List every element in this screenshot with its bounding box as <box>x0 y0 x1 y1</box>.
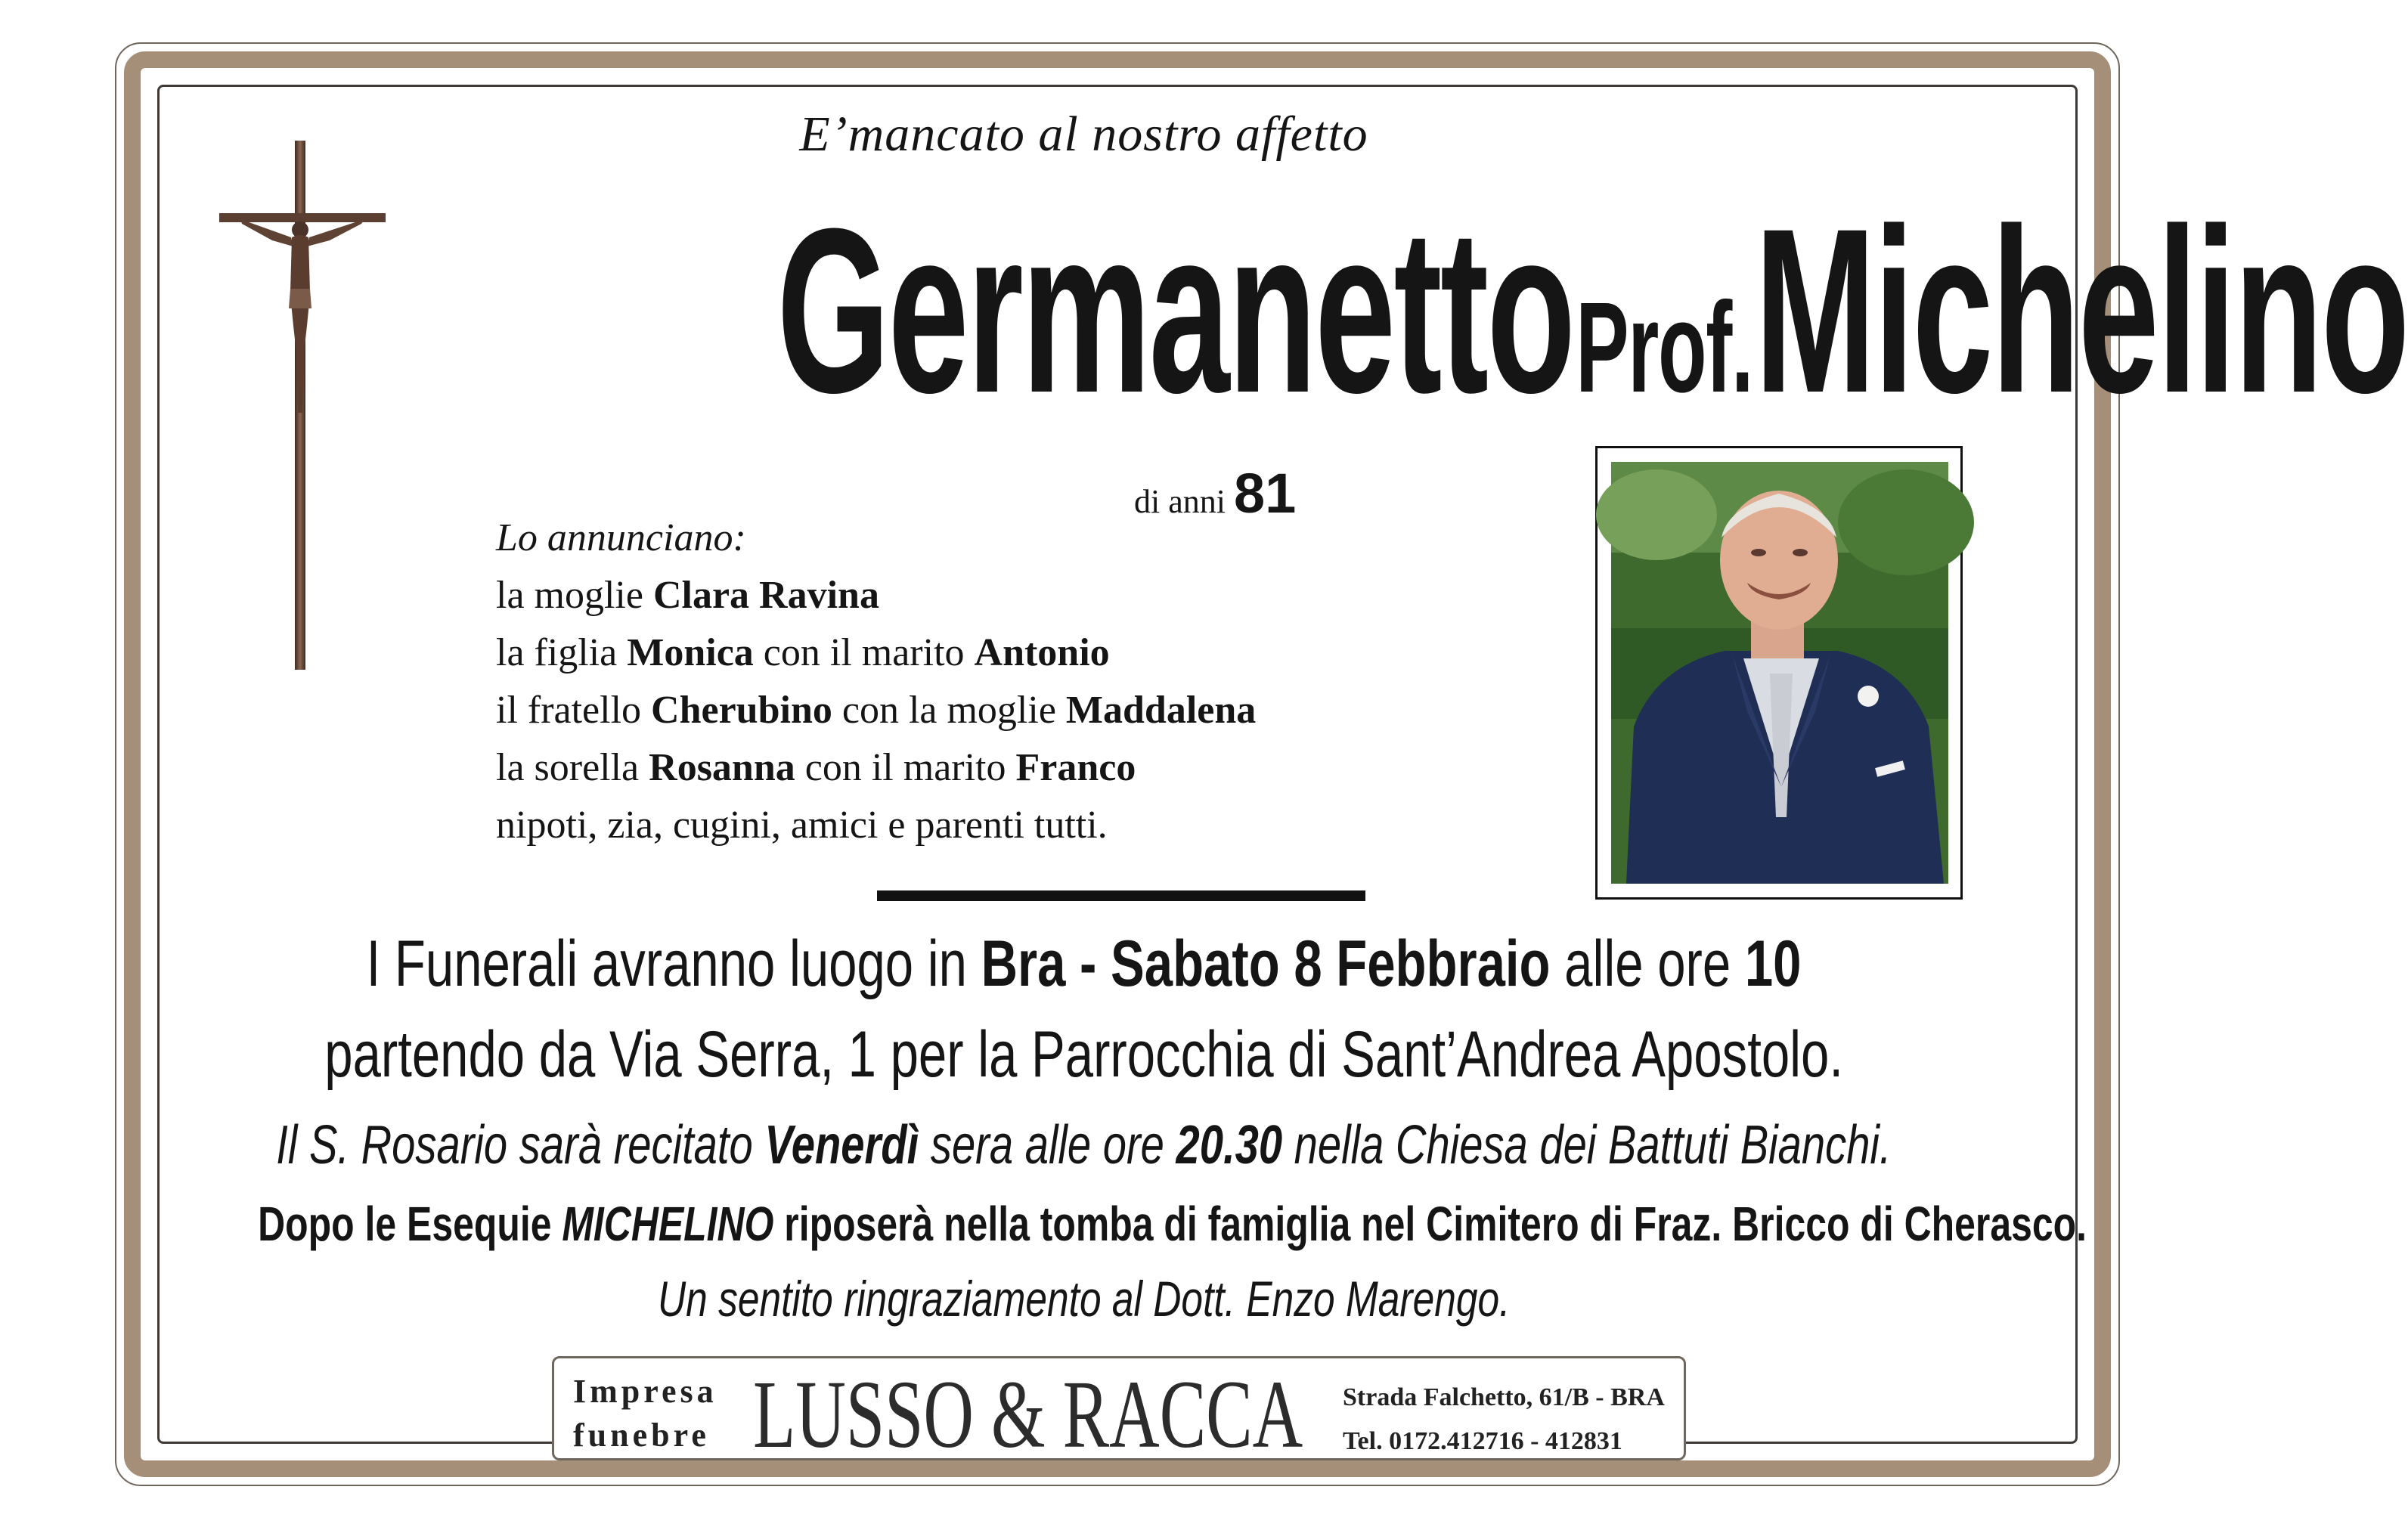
family-name: Monica <box>627 631 754 674</box>
name-emphasis: MICHELINO <box>562 1197 774 1251</box>
thanks-line <box>0 1270 2168 1327</box>
age-value: 81 <box>1233 462 1297 525</box>
type-line-1: Impresa <box>573 1373 717 1410</box>
text: I Funerali avranno luogo in <box>366 928 981 1000</box>
funeral-home-name: LUSSO & RACCA <box>753 1361 1303 1468</box>
family-name: Clara Ravina <box>652 574 879 617</box>
relation: la moglie <box>496 574 653 617</box>
family-name: Maddalena <box>1065 689 1257 732</box>
family-name: Antonio <box>974 631 1110 674</box>
text: Dopo le Esequie <box>258 1197 562 1251</box>
intro-line: E’mancato al nostro affetto <box>799 107 1368 162</box>
family-line <box>496 739 1256 797</box>
text: sera alle ore <box>919 1115 1176 1175</box>
family-name: Rosanna <box>649 746 795 789</box>
text: nella Chiesa dei Battuti Bianchi. <box>1282 1115 1892 1175</box>
relation: il fratello <box>496 689 652 732</box>
funeral-home-type <box>573 1370 717 1457</box>
text: partendo da Via Serra, 1 per la Parrocchia di Sant’Andrea Apostolo. <box>324 1018 1843 1091</box>
day: Venerdì <box>764 1115 919 1175</box>
first-name: Michelino <box>1754 179 2408 441</box>
family-line <box>496 797 1256 854</box>
family-line <box>496 624 1256 682</box>
portrait-photo <box>1595 446 1963 900</box>
family-line <box>496 682 1256 739</box>
funeral-home-contact <box>1343 1376 1665 1463</box>
funeral-line-1 <box>0 927 2168 1002</box>
relation: con il marito <box>795 746 1016 789</box>
type-line-2: funebre <box>573 1417 710 1454</box>
text: riposerà nella tomba di famiglia nel Cimitero di Fraz. Bricco di Cherasco. <box>773 1197 2087 1251</box>
family-line <box>496 567 1256 624</box>
portrait-image <box>1611 462 1948 884</box>
address: Strada Falchetto, 61/B - BRA <box>1343 1383 1665 1411</box>
text: Il S. Rosario sarà recitato <box>276 1115 765 1175</box>
relation: con il marito <box>753 631 975 674</box>
burial-line <box>0 1196 2168 1252</box>
family-name: Franco <box>1015 746 1136 789</box>
announce-lead: Lo annunciano: <box>496 516 746 559</box>
relation: la figlia <box>496 631 628 674</box>
honorific: Prof. <box>1576 276 1753 420</box>
deceased-name <box>776 175 2408 445</box>
text: Un sentito ringraziamento al Dott. Enzo Marengo. <box>657 1271 1511 1327</box>
age-label: di anni <box>1134 483 1226 520</box>
relation: con la moglie <box>832 689 1066 732</box>
rosary-line <box>0 1114 2168 1176</box>
phone: Tel. 0172.412716 - 412831 <box>1343 1427 1622 1455</box>
funeral-line-2 <box>0 1017 2168 1092</box>
time: 10 <box>1744 928 1802 1000</box>
surname: Germanetto <box>776 179 1574 441</box>
divider-rule <box>877 890 1365 901</box>
relation: nipoti, zia, cugini, amici e parenti tutti. <box>496 804 1108 847</box>
crucifix-icon <box>219 141 386 670</box>
family-name: Cherubino <box>651 689 832 732</box>
time: 20.30 <box>1176 1115 1283 1175</box>
text: alle ore <box>1550 928 1745 1000</box>
place-date: Bra - Sabato 8 Febbraio <box>981 928 1551 1000</box>
family-announcement <box>496 509 1256 854</box>
relation: la sorella <box>496 746 649 789</box>
